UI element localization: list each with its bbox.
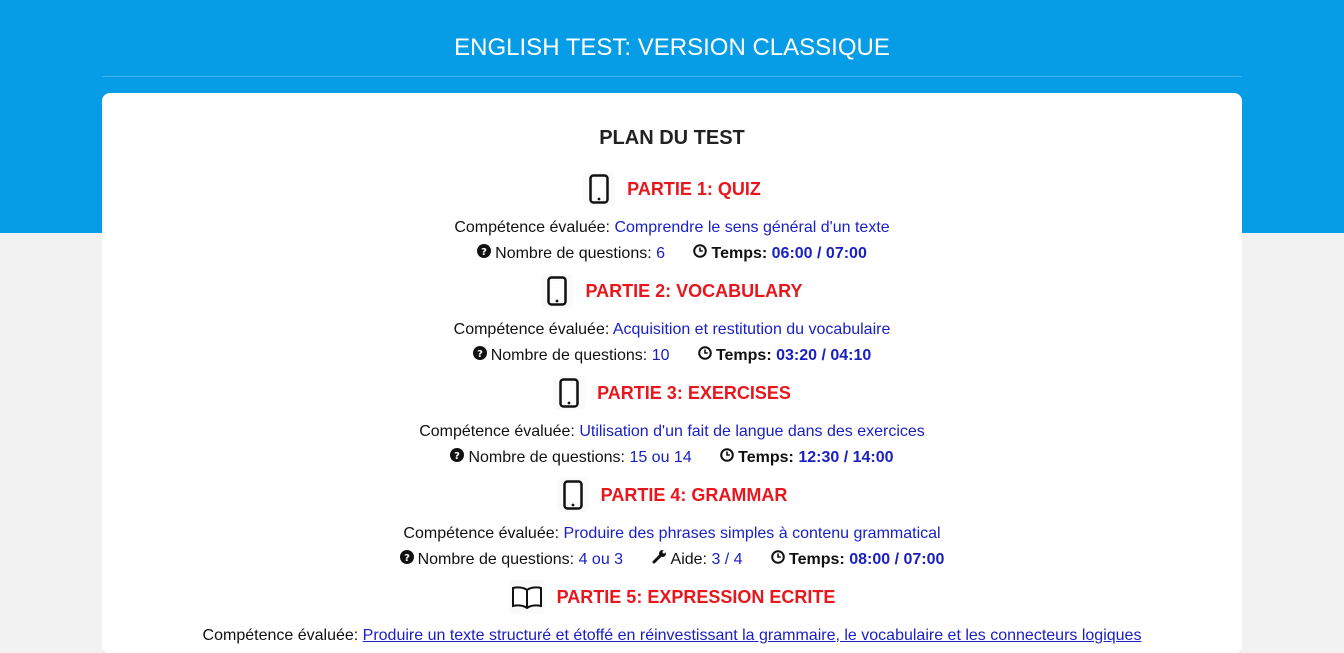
tablet-icon	[583, 172, 615, 206]
questions-label: Nombre de questions:	[468, 449, 625, 466]
competence-value: Comprendre le sens général d'un texte	[614, 219, 890, 236]
section-title: PARTIE 2: VOCABULARY	[585, 280, 803, 301]
competence-label: Compétence évaluée:	[453, 321, 610, 338]
svg-text:?: ?	[476, 349, 483, 360]
test-plan-card	[102, 93, 1242, 653]
tablet-icon	[553, 376, 585, 410]
question-circle-icon	[473, 343, 487, 369]
section-expression-ecrite	[102, 577, 1242, 649]
time-label: Temps:	[738, 449, 794, 466]
clock-icon	[720, 445, 734, 471]
question-circle-icon	[477, 241, 491, 267]
section-exercises	[102, 373, 1242, 471]
competence-label: Compétence évaluée:	[419, 423, 575, 440]
svg-text:?: ?	[481, 247, 488, 258]
time-label: Temps:	[789, 551, 845, 568]
help-value: 3 / 4	[711, 551, 743, 568]
section-title: PARTIE 5: EXPRESSION ECRITE	[556, 586, 836, 607]
time-label: Temps:	[711, 245, 768, 262]
questions-value: 15 ou 14	[629, 449, 692, 466]
competence-label: Compétence évaluée:	[403, 525, 560, 542]
questions-label: Nombre de questions:	[417, 551, 575, 568]
help-label: Aide:	[670, 551, 707, 568]
question-circle-icon	[400, 547, 414, 573]
open-book-icon	[509, 580, 545, 614]
clock-icon	[698, 343, 712, 369]
questions-label: Nombre de questions:	[495, 245, 652, 262]
section-grammar	[102, 475, 1242, 573]
plan-title: PLAN DU TEST	[599, 127, 745, 149]
competence-value: Produire des phrases simples à contenu grammatical	[563, 525, 941, 542]
competence-label: Compétence évaluée:	[454, 219, 610, 236]
time-value: 08:00 / 07:00	[849, 551, 945, 568]
section-title: PARTIE 3: EXERCISES	[597, 382, 791, 403]
clock-icon	[693, 241, 707, 267]
questions-value: 4 ou 3	[578, 551, 624, 568]
clock-icon	[771, 547, 785, 573]
tablet-icon	[541, 274, 573, 308]
questions-value: 10	[651, 347, 670, 364]
page-title: ENGLISH TEST: VERSION CLASSIQUE	[102, 0, 1242, 77]
competence-label: Compétence évaluée:	[202, 627, 359, 644]
tablet-icon	[557, 478, 589, 512]
questions-label: Nombre de questions:	[490, 347, 648, 364]
section-title: PARTIE 1: QUIZ	[627, 178, 761, 199]
competence-value: Utilisation d'un fait de langue dans des exercices	[579, 423, 925, 440]
questions-value: 6	[656, 245, 666, 262]
wrench-icon	[652, 547, 667, 573]
section-quiz	[102, 169, 1242, 267]
time-value: 03:20 / 04:10	[776, 347, 872, 364]
svg-text:?: ?	[403, 553, 410, 564]
question-circle-icon	[450, 445, 464, 471]
section-title: PARTIE 4: GRAMMAR	[600, 484, 788, 505]
svg-text:?: ?	[454, 451, 461, 462]
time-value: 12:30 / 14:00	[798, 449, 894, 466]
competence-value: Produire un texte structuré et étoffé en réinvestissant la grammaire, le vocabulaire et les connecteurs logiques	[362, 627, 1142, 644]
time-label: Temps:	[715, 347, 772, 364]
competence-value: Acquisition et restitution du vocabulaire	[612, 321, 891, 338]
section-vocabulary	[102, 271, 1242, 369]
time-value: 06:00 / 07:00	[771, 245, 867, 262]
